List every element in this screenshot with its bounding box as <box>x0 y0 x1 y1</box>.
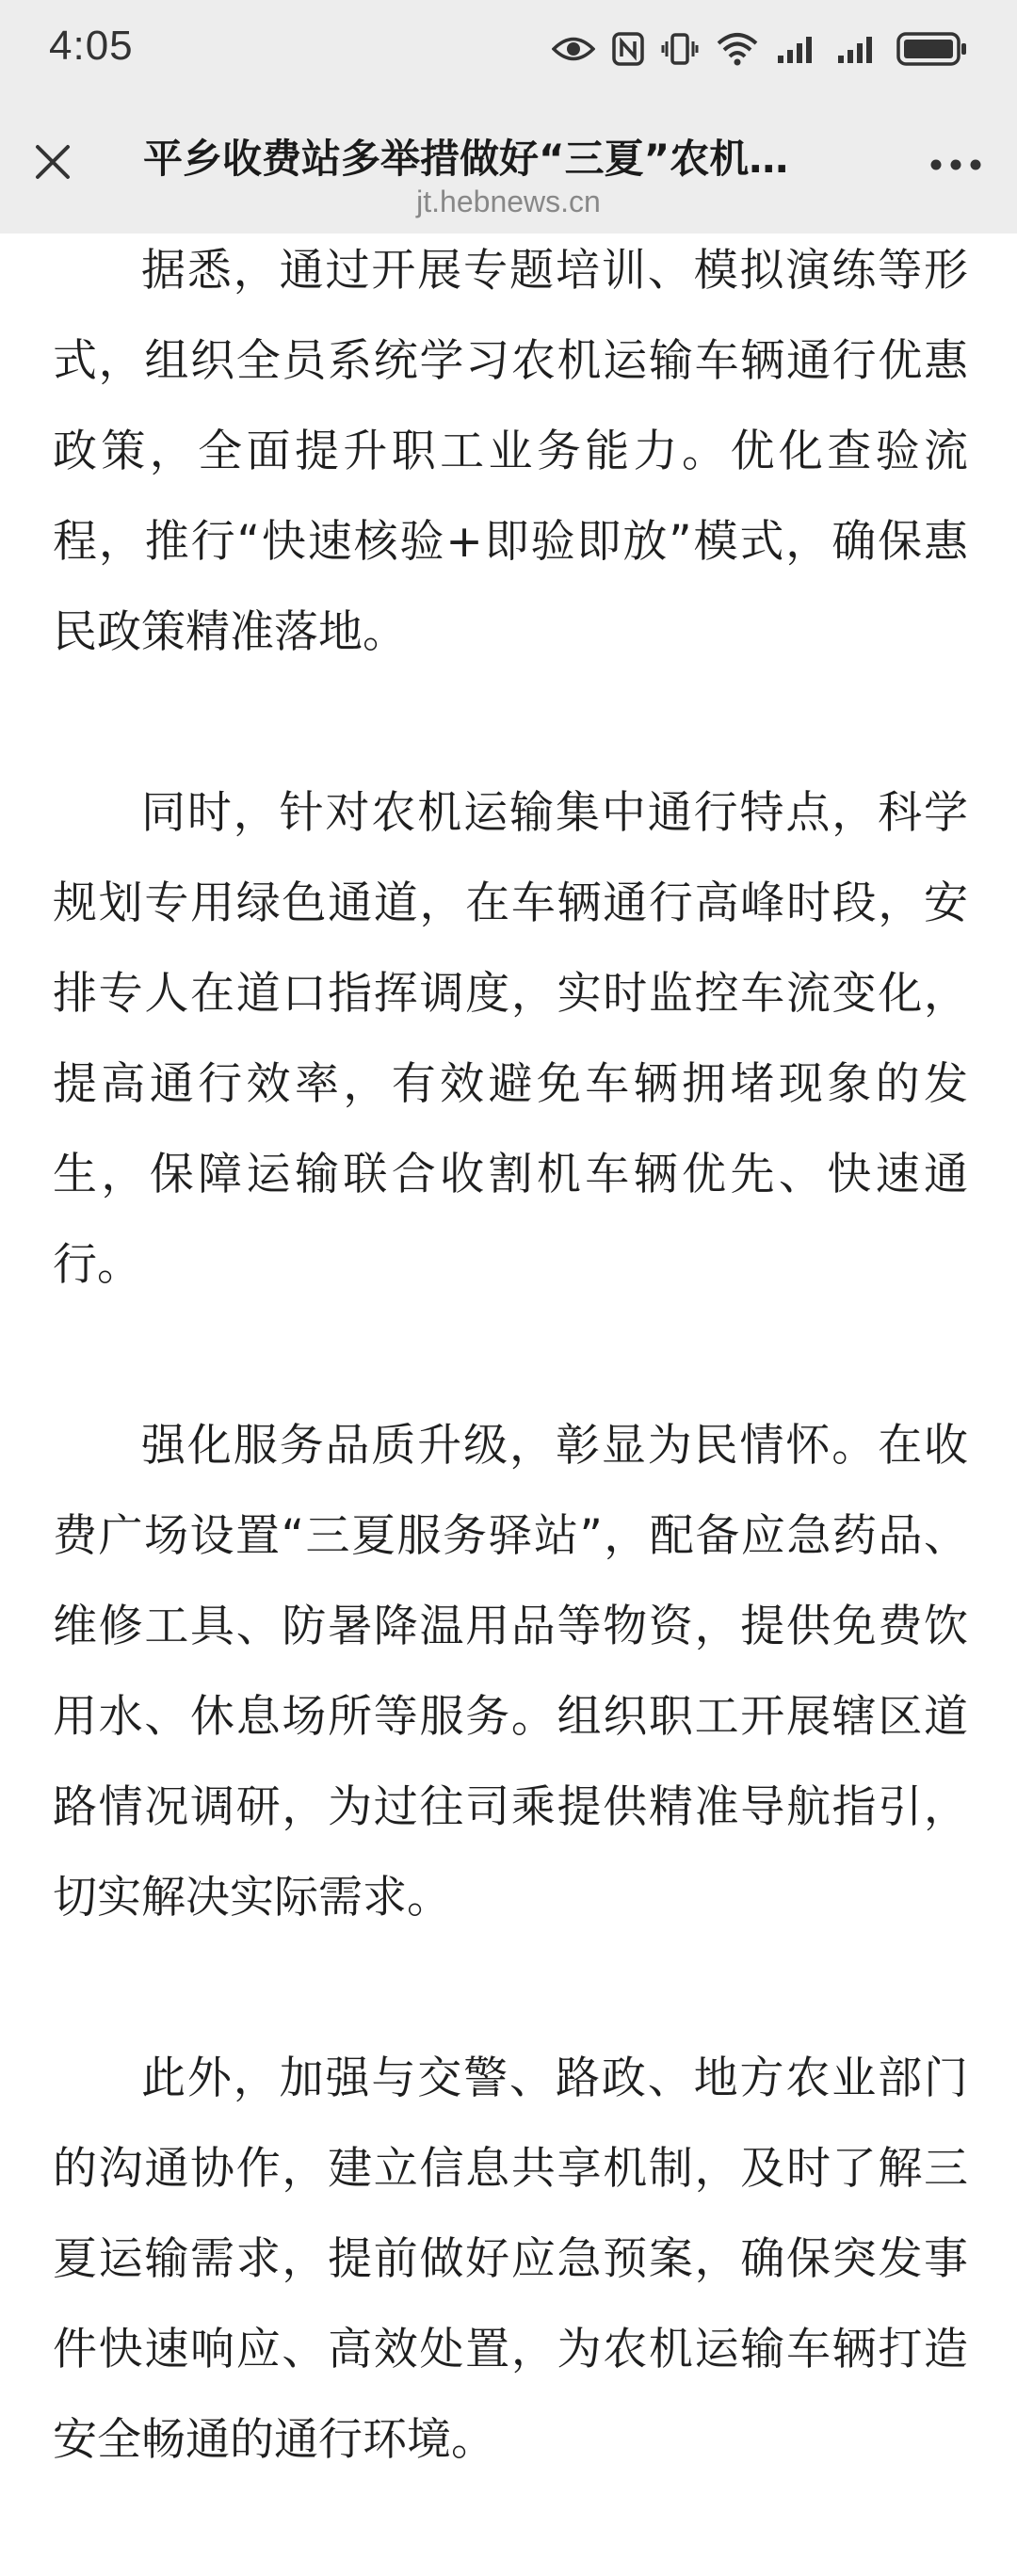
nfc-icon <box>612 32 644 66</box>
battery-icon <box>896 31 968 67</box>
more-button[interactable] <box>923 141 989 188</box>
page-title: 平乡收费站多举措做好“三夏”农机… <box>143 136 789 182</box>
article-paragraph: 强化服务品质升级，彰显为民情怀。在收费广场设置“三夏服务驿站”，配备应急药品、维修工具、防暑降温用品等物资，提供免费饮用水、休息场所等服务。组织职工开展辖区道路情况调研，为过往司乘提供精准导航指引，切实解决实际需求。 <box>53 1420 968 1924</box>
status-time: 4:05 <box>49 23 134 69</box>
wifi-icon <box>716 32 759 66</box>
browser-title-bar <box>0 104 1017 233</box>
status-icons <box>552 28 968 70</box>
signal-icon <box>836 33 880 65</box>
article-paragraph: 同时，针对农机运输集中通行特点，科学规划专用绿色通道，在车辆通行高峰时段，安排专人在道口指挥调度，实时监控车流变化，提高通行效率，有效避免车辆拥堵现象的发生，保障运输联合收割机车辆优先、快速通行。 <box>53 787 968 1291</box>
eye-icon <box>552 35 595 63</box>
vibrate-icon <box>661 32 699 66</box>
signal-icon <box>776 33 819 65</box>
status-bar <box>0 0 1017 104</box>
close-icon <box>34 143 72 181</box>
article-paragraph: 据悉，通过开展专题培训、模拟演练等形式，组织全员系统学习农机运输车辆通行优惠政策，全面提升职工业务能力。优化查验流程，推行“快速核验+即验即放”模式，确保惠民政策精准落地。 <box>53 245 968 658</box>
close-button[interactable] <box>23 132 83 192</box>
article-body <box>53 233 968 2576</box>
article-paragraph: 此外，加强与交警、路政、地方农业部门的沟通协作，建立信息共享机制，及时了解三夏运输需求，提前做好应急预案，确保突发事件快速响应、高效处置，为农机运输车辆打造安全畅通的通行环境。 <box>53 2053 968 2466</box>
page-domain: jt.hebnews.cn <box>416 185 601 218</box>
more-icon <box>929 158 982 171</box>
